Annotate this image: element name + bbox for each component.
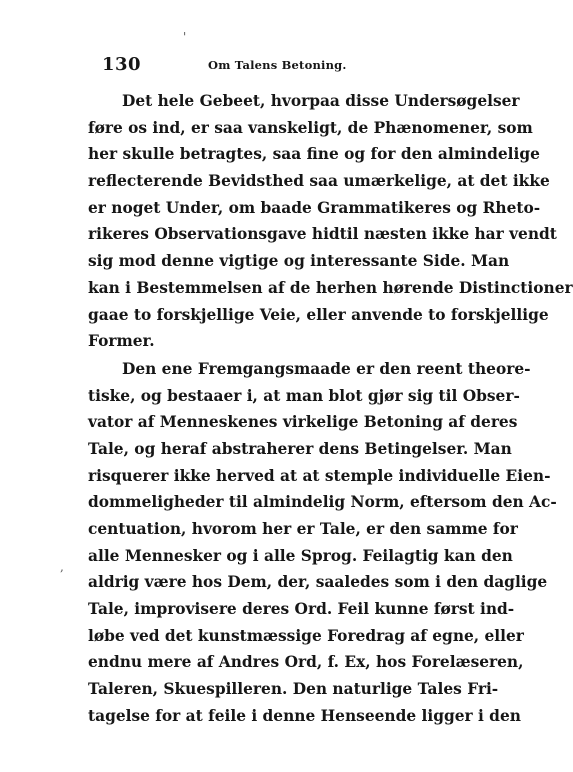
text-line: løbe ved det kunstmæssige Foredrag af egne, eller: [88, 626, 524, 645]
text-line: alle Mennesker og i alle Sprog. Feilagtig kan den: [88, 546, 513, 565]
text-line: sig mod denne vigtige og interessante Side. Man: [88, 252, 510, 271]
text-line: risquerer ikke herved at at stemple individuelle Eien-: [88, 466, 551, 485]
paragraph-2: [88, 356, 557, 730]
text-line: rikeres Observationsgave hidtil næsten ikke har vendt: [88, 225, 557, 244]
text-line: Tale, og heraf abstraherer dens Betingelser. Man: [88, 439, 512, 458]
text-line: her skulle betragtes, saa fine og for den almindelige: [88, 145, 540, 164]
text-line: Taleren, Skuespilleren. Den naturlige Tales Fri-: [88, 680, 499, 699]
text-line: Den ene Fremgangsmaade er den reent theore-: [122, 359, 531, 378]
text-line: tagelse for at feile i denne Henseende ligger i den: [88, 706, 521, 725]
margin-speck: ,: [60, 560, 64, 574]
page-header: [102, 54, 442, 76]
text-line: føre os ind, er saa vanskeligt, de Phænomener, som: [88, 118, 533, 137]
text-line: aldrig være hos Dem, der, saaledes som i den daglige: [88, 573, 548, 592]
text-line: centuation, hvorom her er Tale, er den samme for: [88, 520, 518, 538]
text-line: tiske, og bestaaer i, at man blot gjør sig til Obser-: [88, 386, 520, 405]
page-number: 130: [102, 54, 142, 75]
text-line: gaae to forskjellige Veie, eller anvende to forskjellige: [88, 305, 549, 324]
text-line: dommeligheder til almindelig Norm, eftersom den Ac-: [88, 493, 557, 512]
text-line: er noget Under, om baade Grammatikeres og Rheto-: [88, 198, 541, 217]
text-line: Det hele Gebeet, hvorpaa disse Undersøgelser: [122, 92, 520, 110]
text-line: vator af Menneskenes virkelige Betoning af deres: [88, 413, 518, 432]
body-text: [88, 88, 573, 730]
text-line: Former.: [88, 332, 155, 351]
text-line: endnu mere af Andres Ord, f. Ex, hos Forelæseren,: [88, 653, 524, 672]
text-line: Tale, improvisere deres Ord. Feil kunne først ind-: [88, 600, 515, 619]
text-line: reflecterende Bevidsthed saa umærkelige, at det ikke: [88, 172, 550, 191]
paragraph-1: [88, 88, 573, 355]
text-line: kan i Bestemmelsen af de herhen hørende Distinctioner: [88, 278, 573, 297]
running-head: Om Talens Betoning.: [208, 58, 347, 72]
margin-speck: ': [183, 30, 187, 44]
